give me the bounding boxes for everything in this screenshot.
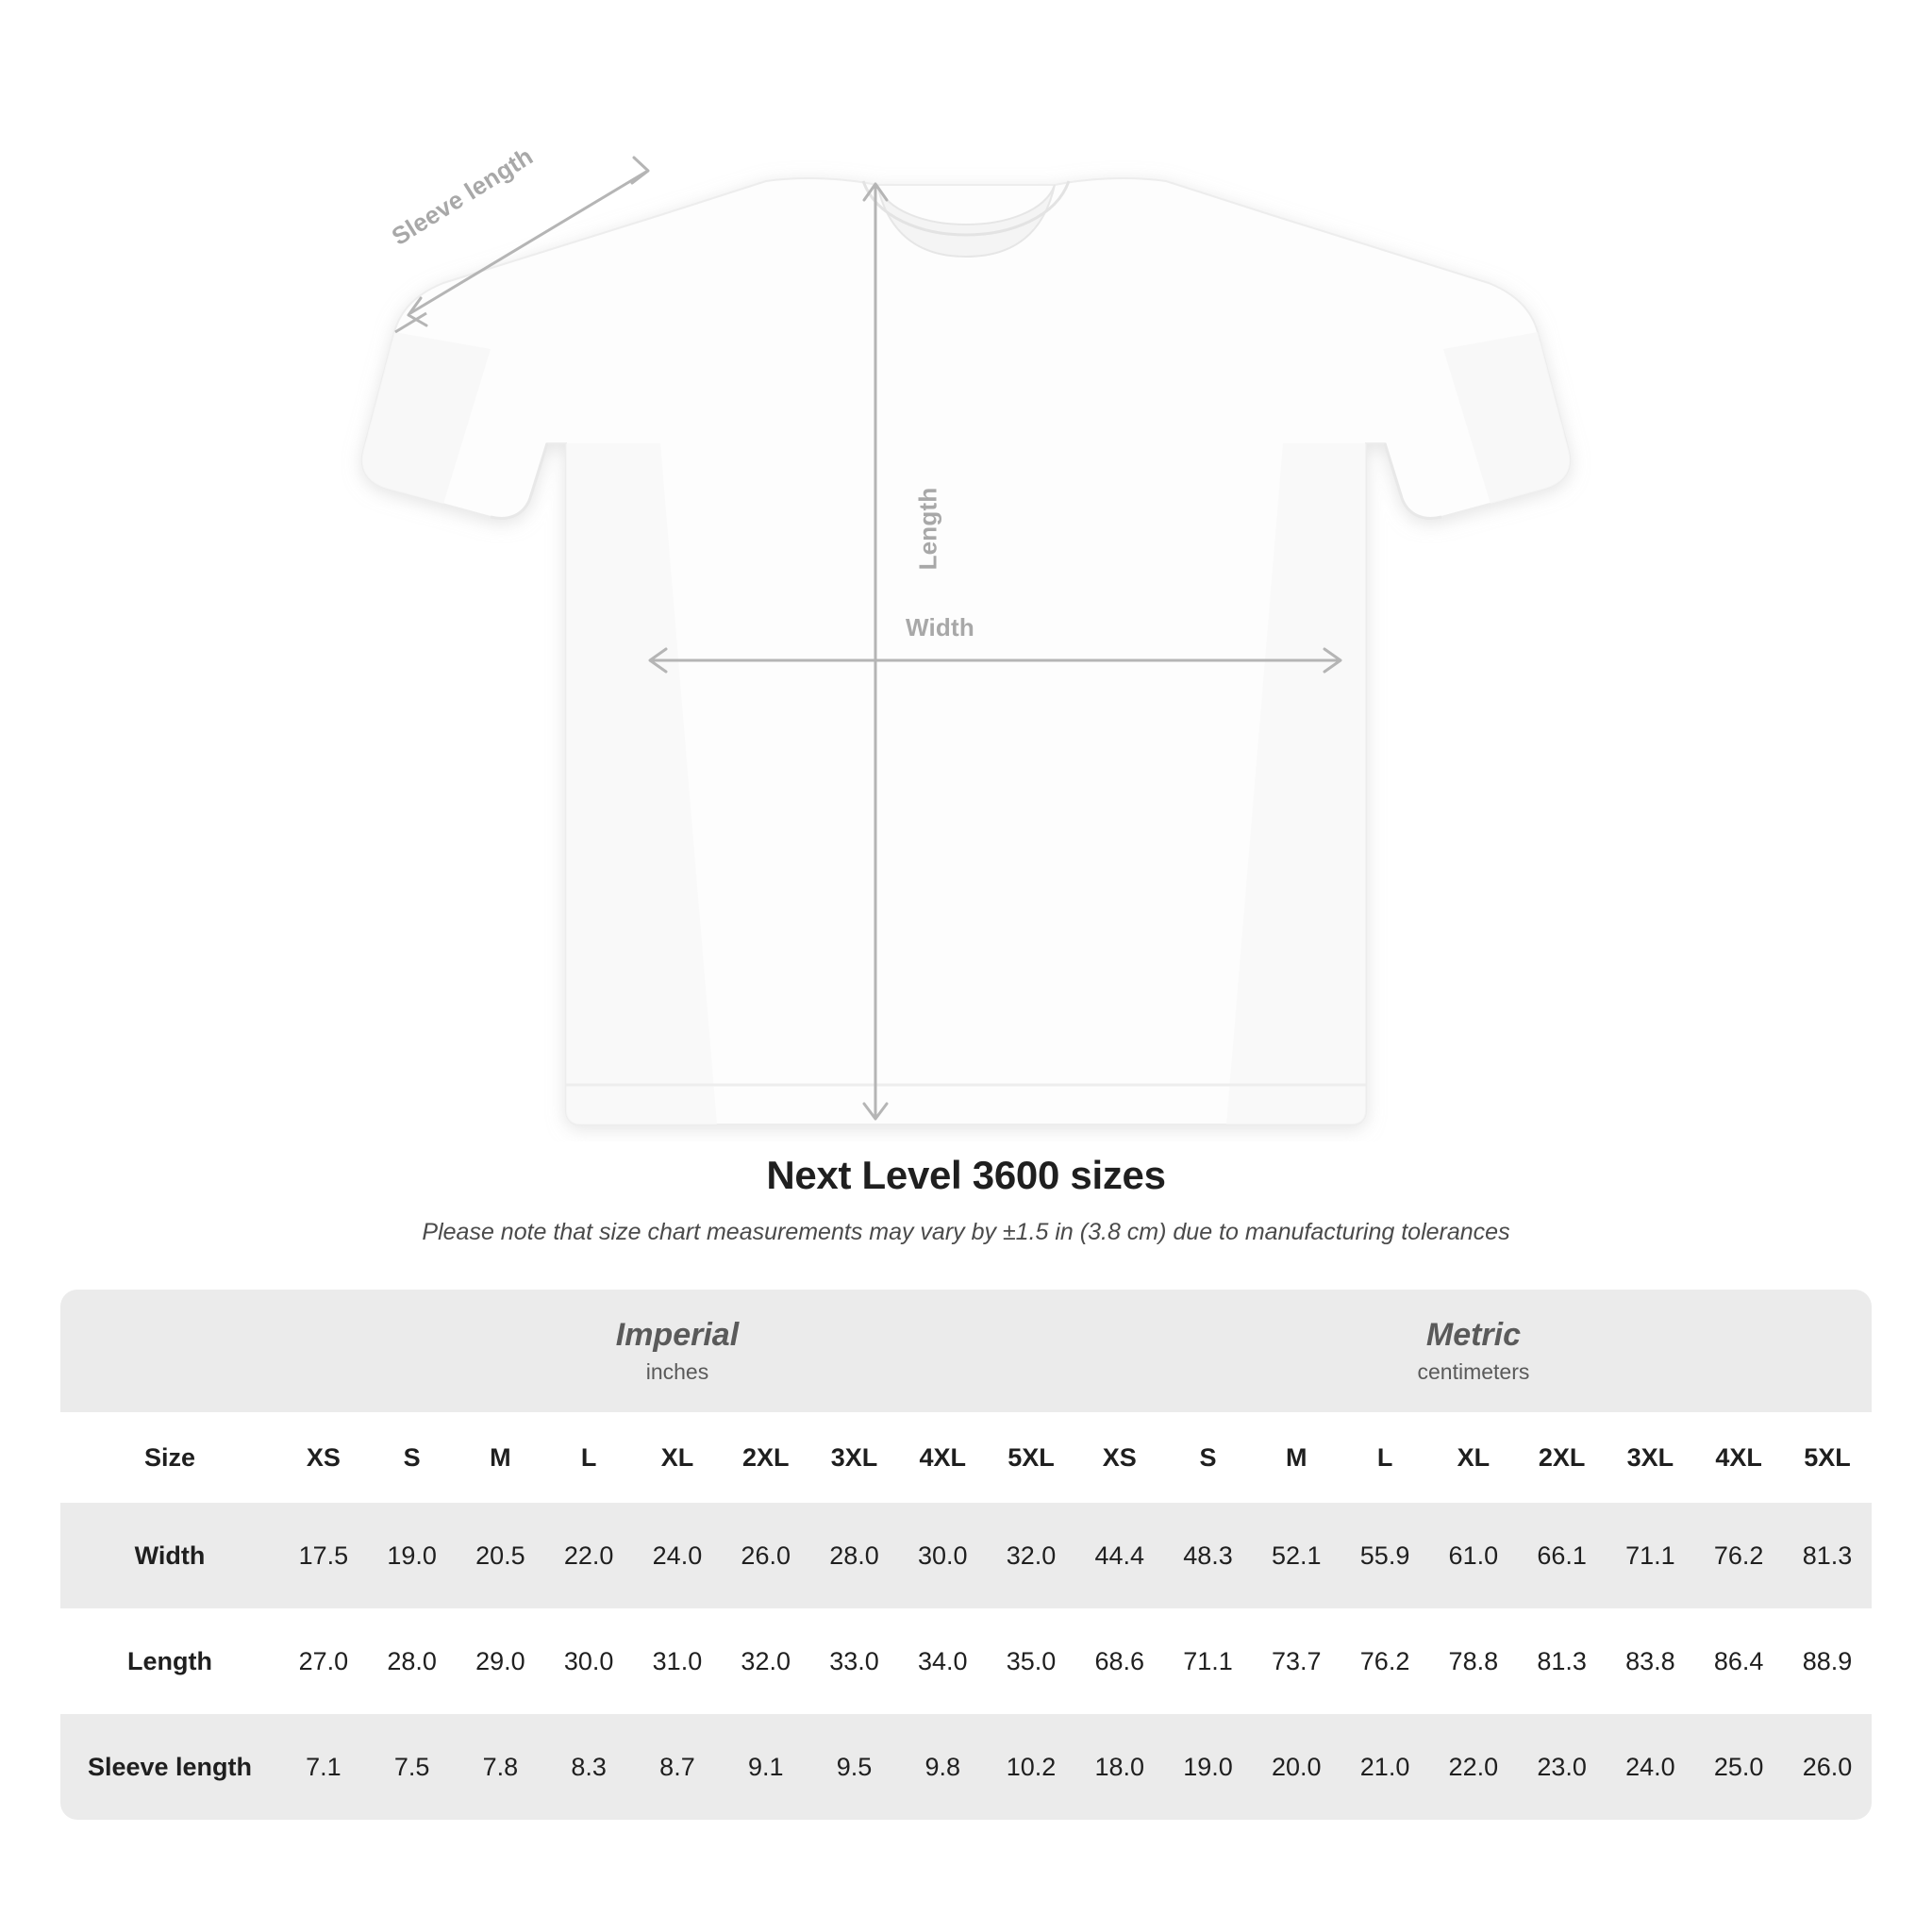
cell-length-metric-s: 71.1 bbox=[1164, 1608, 1253, 1714]
row-label-width: Width bbox=[60, 1503, 279, 1608]
cell-width-metric-5xl: 81.3 bbox=[1783, 1503, 1872, 1608]
page-title: Next Level 3600 sizes bbox=[766, 1153, 1166, 1197]
size-header-metric-xs: XS bbox=[1075, 1412, 1164, 1503]
table-row bbox=[60, 1503, 1872, 1608]
cell-sleeve-metric-3xl: 24.0 bbox=[1606, 1714, 1694, 1820]
cell-sleeve-metric-2xl: 23.0 bbox=[1518, 1714, 1607, 1820]
cell-width-metric-xs: 44.4 bbox=[1075, 1503, 1164, 1608]
length-annotation: Length bbox=[913, 487, 942, 571]
unit-sub-metric: centimeters bbox=[1417, 1359, 1530, 1385]
cell-width-imperial-2xl: 26.0 bbox=[722, 1503, 810, 1608]
cell-width-metric-3xl: 71.1 bbox=[1606, 1503, 1694, 1608]
size-header-imperial-m: M bbox=[457, 1412, 545, 1503]
cell-sleeve-metric-xs: 18.0 bbox=[1075, 1714, 1164, 1820]
cell-length-imperial-2xl: 32.0 bbox=[722, 1608, 810, 1714]
size-header-imperial-l: L bbox=[544, 1412, 633, 1503]
size-header-metric-m: M bbox=[1252, 1412, 1341, 1503]
cell-width-imperial-xs: 17.5 bbox=[279, 1503, 368, 1608]
cell-width-metric-2xl: 66.1 bbox=[1518, 1503, 1607, 1608]
sleeve-length-annotation: Sleeve length bbox=[386, 142, 539, 251]
unit-header-metric bbox=[1075, 1290, 1872, 1412]
cell-length-metric-l: 76.2 bbox=[1341, 1608, 1429, 1714]
cell-sleeve-imperial-2xl: 9.1 bbox=[722, 1714, 810, 1820]
size-header-imperial-2xl: 2XL bbox=[722, 1412, 810, 1503]
cell-width-metric-m: 52.1 bbox=[1252, 1503, 1341, 1608]
cell-width-imperial-m: 20.5 bbox=[457, 1503, 545, 1608]
size-header-imperial-3xl: 3XL bbox=[810, 1412, 899, 1503]
size-header-imperial-xl: XL bbox=[633, 1412, 722, 1503]
cell-width-imperial-xl: 24.0 bbox=[633, 1503, 722, 1608]
cell-sleeve-imperial-l: 8.3 bbox=[544, 1714, 633, 1820]
row-label-sleeve-length: Sleeve length bbox=[60, 1714, 279, 1820]
cell-sleeve-metric-xl: 22.0 bbox=[1429, 1714, 1518, 1820]
cell-length-imperial-m: 29.0 bbox=[457, 1608, 545, 1714]
cell-sleeve-metric-5xl: 26.0 bbox=[1783, 1714, 1872, 1820]
tshirt-shape bbox=[362, 178, 1571, 1124]
cell-sleeve-metric-m: 20.0 bbox=[1252, 1714, 1341, 1820]
cell-sleeve-imperial-5xl: 10.2 bbox=[987, 1714, 1075, 1820]
unit-header-imperial bbox=[279, 1290, 1075, 1412]
cell-sleeve-imperial-xs: 7.1 bbox=[279, 1714, 368, 1820]
size-header-imperial-4xl: 4XL bbox=[898, 1412, 987, 1503]
page-subtitle: Please note that size chart measurements may vary by ±1.5 in (3.8 cm) due to manufacturing tolerances bbox=[422, 1219, 1510, 1245]
table-row bbox=[60, 1608, 1872, 1714]
size-header-label: Size bbox=[60, 1412, 279, 1503]
cell-length-metric-4xl: 86.4 bbox=[1694, 1608, 1783, 1714]
size-header-metric-4xl: 4XL bbox=[1694, 1412, 1783, 1503]
width-annotation: Width bbox=[906, 613, 974, 641]
cell-sleeve-imperial-xl: 8.7 bbox=[633, 1714, 722, 1820]
cell-length-metric-xl: 78.8 bbox=[1429, 1608, 1518, 1714]
size-header-imperial-5xl: 5XL bbox=[987, 1412, 1075, 1503]
cell-width-metric-4xl: 76.2 bbox=[1694, 1503, 1783, 1608]
cell-length-metric-3xl: 83.8 bbox=[1606, 1608, 1694, 1714]
unit-sub-imperial: inches bbox=[645, 1359, 709, 1385]
unit-header-spacer bbox=[60, 1290, 279, 1412]
cell-sleeve-imperial-m: 7.8 bbox=[457, 1714, 545, 1820]
cell-sleeve-metric-4xl: 25.0 bbox=[1694, 1714, 1783, 1820]
cell-length-imperial-3xl: 33.0 bbox=[810, 1608, 899, 1714]
cell-width-metric-s: 48.3 bbox=[1164, 1503, 1253, 1608]
size-header-metric-3xl: 3XL bbox=[1606, 1412, 1694, 1503]
cell-length-metric-xs: 68.6 bbox=[1075, 1608, 1164, 1714]
cell-sleeve-metric-s: 19.0 bbox=[1164, 1714, 1253, 1820]
table-row bbox=[60, 1714, 1872, 1820]
cell-sleeve-metric-l: 21.0 bbox=[1341, 1714, 1429, 1820]
cell-sleeve-imperial-4xl: 9.8 bbox=[898, 1714, 987, 1820]
cell-length-metric-2xl: 81.3 bbox=[1518, 1608, 1607, 1714]
cell-length-metric-m: 73.7 bbox=[1252, 1608, 1341, 1714]
cell-length-imperial-4xl: 34.0 bbox=[898, 1608, 987, 1714]
cell-width-imperial-3xl: 28.0 bbox=[810, 1503, 899, 1608]
size-header-metric-s: S bbox=[1164, 1412, 1253, 1503]
size-header-metric-l: L bbox=[1341, 1412, 1429, 1503]
cell-sleeve-imperial-s: 7.5 bbox=[368, 1714, 457, 1820]
cell-width-metric-l: 55.9 bbox=[1341, 1503, 1429, 1608]
size-header-metric-2xl: 2XL bbox=[1518, 1412, 1607, 1503]
row-label-length: Length bbox=[60, 1608, 279, 1714]
cell-width-metric-xl: 61.0 bbox=[1429, 1503, 1518, 1608]
cell-length-imperial-xl: 31.0 bbox=[633, 1608, 722, 1714]
cell-width-imperial-l: 22.0 bbox=[544, 1503, 633, 1608]
size-header-imperial-xs: XS bbox=[279, 1412, 368, 1503]
title-block bbox=[0, 1153, 1932, 1246]
size-header-metric-xl: XL bbox=[1429, 1412, 1518, 1503]
cell-width-imperial-s: 19.0 bbox=[368, 1503, 457, 1608]
cell-length-metric-5xl: 88.9 bbox=[1783, 1608, 1872, 1714]
cell-sleeve-imperial-3xl: 9.5 bbox=[810, 1714, 899, 1820]
size-header-metric-5xl: 5XL bbox=[1783, 1412, 1872, 1503]
unit-header-row bbox=[60, 1290, 1872, 1412]
unit-name-metric: Metric bbox=[1425, 1316, 1522, 1353]
unit-name-imperial: Imperial bbox=[615, 1316, 740, 1353]
cell-length-imperial-xs: 27.0 bbox=[279, 1608, 368, 1714]
cell-length-imperial-l: 30.0 bbox=[544, 1608, 633, 1714]
size-table-container bbox=[60, 1290, 1872, 1820]
cell-width-imperial-5xl: 32.0 bbox=[987, 1503, 1075, 1608]
cell-width-imperial-4xl: 30.0 bbox=[898, 1503, 987, 1608]
size-header-imperial-s: S bbox=[368, 1412, 457, 1503]
size-table bbox=[60, 1290, 1872, 1820]
size-header-row bbox=[60, 1412, 1872, 1503]
cell-length-imperial-s: 28.0 bbox=[368, 1608, 457, 1714]
cell-length-imperial-5xl: 35.0 bbox=[987, 1608, 1075, 1714]
